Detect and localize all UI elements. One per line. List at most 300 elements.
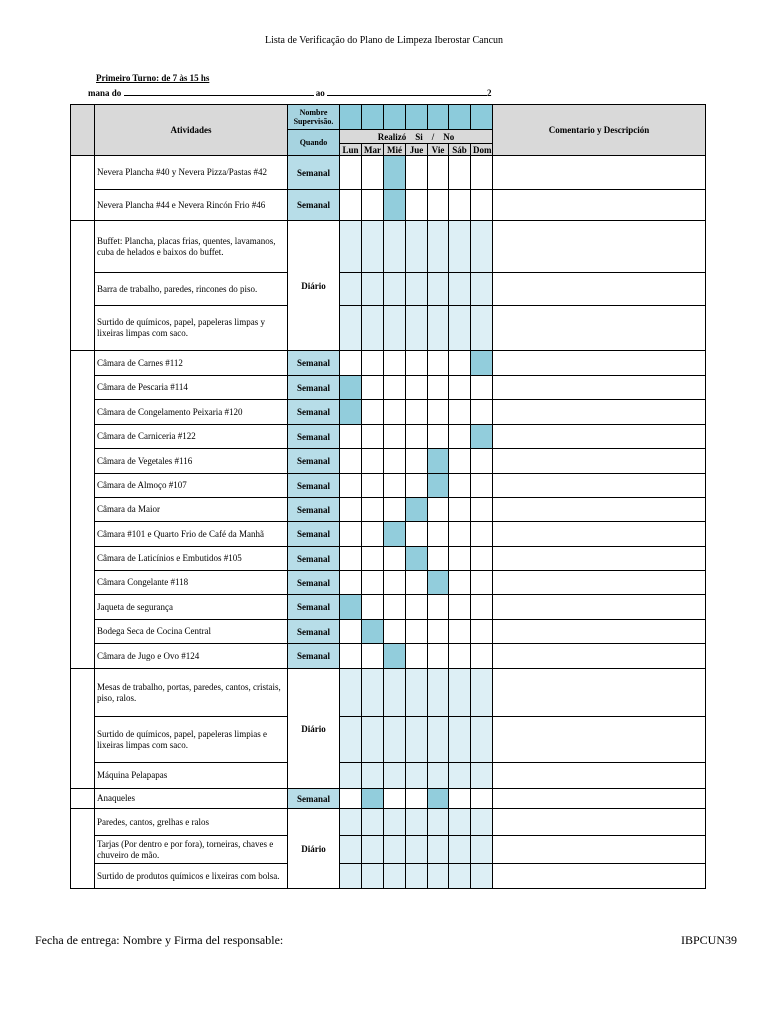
supervisor-cell-lun[interactable] — [340, 105, 362, 130]
frequency-daily: Diário — [288, 669, 340, 789]
activity-label: Câmara de Carnes #112 — [95, 351, 288, 376]
day-check-cell[interactable] — [428, 717, 449, 763]
day-check-cell[interactable] — [406, 809, 428, 836]
activity-label: Anaqueles — [95, 789, 288, 809]
supervisor-cell-sab[interactable] — [449, 105, 471, 130]
day-check-cell[interactable] — [406, 522, 428, 547]
day-check-cell[interactable] — [471, 156, 493, 190]
day-check-cell[interactable] — [471, 273, 493, 306]
day-check-cell[interactable] — [384, 273, 406, 306]
day-check-cell[interactable] — [362, 547, 384, 571]
day-check-cell[interactable] — [340, 522, 362, 547]
table-row — [71, 474, 706, 498]
activity-label: Nevera Plancha #40 y Nevera Pizza/Pastas #42 — [95, 156, 288, 190]
day-check-cell[interactable] — [384, 190, 406, 221]
comment-cell[interactable] — [493, 498, 706, 522]
day-check-cell[interactable] — [340, 789, 362, 809]
week-prefix: mana do — [88, 88, 122, 98]
day-check-cell[interactable] — [384, 669, 406, 717]
day-check-cell[interactable] — [362, 351, 384, 376]
day-check-cell[interactable] — [449, 717, 471, 763]
day-check-cell[interactable] — [340, 273, 362, 306]
day-check-cell[interactable] — [340, 836, 362, 864]
table-row — [71, 522, 706, 547]
activity-label: Câmara #101 e Quarto Frio de Café da Manhã — [95, 522, 288, 547]
day-check-cell[interactable] — [471, 864, 493, 889]
day-check-cell[interactable] — [362, 836, 384, 864]
day-check-cell[interactable] — [362, 789, 384, 809]
header-number — [71, 105, 95, 156]
frequency-weekly: Semanal — [288, 449, 340, 474]
table-row — [71, 669, 706, 717]
week-start-field[interactable] — [124, 87, 314, 96]
frequency-weekly: Semanal — [288, 156, 340, 190]
day-check-cell[interactable] — [428, 498, 449, 522]
day-check-cell[interactable] — [384, 717, 406, 763]
day-check-cell[interactable] — [340, 669, 362, 717]
day-check-cell[interactable] — [471, 351, 493, 376]
day-check-cell[interactable] — [362, 190, 384, 221]
activity-label: Câmara de Almoço #107 — [95, 474, 288, 498]
day-check-cell[interactable] — [340, 156, 362, 190]
frequency-daily: Diário — [288, 809, 340, 889]
activity-label: Câmara de Pescaria #114 — [95, 376, 288, 400]
day-check-cell[interactable] — [406, 156, 428, 190]
day-check-cell[interactable] — [384, 789, 406, 809]
day-check-cell[interactable] — [471, 522, 493, 547]
comment-cell[interactable] — [493, 620, 706, 644]
day-check-cell[interactable] — [362, 571, 384, 595]
day-check-cell[interactable] — [384, 644, 406, 669]
day-check-cell[interactable] — [406, 620, 428, 644]
day-check-cell[interactable] — [406, 571, 428, 595]
day-check-cell[interactable] — [384, 156, 406, 190]
day-check-cell[interactable] — [340, 306, 362, 351]
day-check-cell[interactable] — [384, 522, 406, 547]
comment-cell[interactable] — [493, 425, 706, 449]
day-check-cell[interactable] — [406, 864, 428, 889]
activity-label: Câmara de Laticínios e Embutidos #105 — [95, 547, 288, 571]
day-check-cell[interactable] — [384, 449, 406, 474]
day-check-cell[interactable] — [449, 809, 471, 836]
day-check-cell[interactable] — [340, 595, 362, 620]
comment-cell[interactable] — [493, 571, 706, 595]
day-check-cell[interactable] — [471, 190, 493, 221]
day-check-cell[interactable] — [340, 449, 362, 474]
supervisor-cell-vie[interactable] — [428, 105, 449, 130]
day-check-cell[interactable] — [340, 498, 362, 522]
comment-cell[interactable] — [493, 522, 706, 547]
activity-label: Buffet: Plancha, placas frias, quentes, lavamanos, cuba de helados e baixos do buffet. — [95, 221, 288, 273]
week-end-field[interactable] — [327, 87, 487, 96]
day-check-cell[interactable] — [362, 474, 384, 498]
day-check-cell[interactable] — [362, 156, 384, 190]
supervisor-cell-mar[interactable] — [362, 105, 384, 130]
day-check-cell[interactable] — [428, 376, 449, 400]
activity-label: Câmara de Jugo e Ovo #124 — [95, 644, 288, 669]
comment-cell[interactable] — [493, 306, 706, 351]
day-check-cell[interactable] — [449, 449, 471, 474]
header-day: Lun — [340, 144, 362, 156]
day-check-cell[interactable] — [471, 376, 493, 400]
day-check-cell[interactable] — [406, 474, 428, 498]
day-check-cell[interactable] — [406, 449, 428, 474]
document-title: Lista de Verificação do Plano de Limpeza Iberostar Cancun — [264, 35, 504, 46]
day-check-cell[interactable] — [471, 400, 493, 425]
day-check-cell[interactable] — [449, 376, 471, 400]
day-check-cell[interactable] — [471, 425, 493, 449]
day-check-cell[interactable] — [406, 717, 428, 763]
day-check-cell[interactable] — [449, 273, 471, 306]
comment-cell[interactable] — [493, 221, 706, 273]
activity-label: Barra de trabalho, paredes, rincones do piso. — [95, 273, 288, 306]
day-check-cell[interactable] — [384, 864, 406, 889]
day-check-cell[interactable] — [362, 717, 384, 763]
day-check-cell[interactable] — [428, 763, 449, 789]
day-check-cell[interactable] — [340, 644, 362, 669]
frequency-weekly: Semanal — [288, 351, 340, 376]
day-check-cell[interactable] — [428, 669, 449, 717]
day-check-cell[interactable] — [471, 306, 493, 351]
table-row — [71, 190, 706, 221]
table-row — [71, 717, 706, 763]
comment-cell[interactable] — [493, 190, 706, 221]
day-check-cell[interactable] — [471, 836, 493, 864]
comment-cell[interactable] — [493, 763, 706, 789]
day-check-cell[interactable] — [471, 474, 493, 498]
activity-label: Câmara de Carniceria #122 — [95, 425, 288, 449]
table-row — [71, 644, 706, 669]
day-check-cell[interactable] — [428, 644, 449, 669]
day-check-cell[interactable] — [340, 221, 362, 273]
day-check-cell[interactable] — [406, 669, 428, 717]
day-check-cell[interactable] — [449, 474, 471, 498]
week-mid: ao — [315, 88, 325, 98]
day-check-cell[interactable] — [384, 498, 406, 522]
day-check-cell[interactable] — [384, 620, 406, 644]
comment-cell[interactable] — [493, 474, 706, 498]
day-check-cell[interactable] — [406, 595, 428, 620]
day-check-cell[interactable] — [428, 351, 449, 376]
day-check-cell[interactable] — [428, 221, 449, 273]
activity-label: Máquina Pelapapas — [95, 763, 288, 789]
day-check-cell[interactable] — [449, 425, 471, 449]
day-check-cell[interactable] — [362, 595, 384, 620]
comment-cell[interactable] — [493, 789, 706, 809]
day-check-cell[interactable] — [406, 789, 428, 809]
activity-label: Mesas de trabalho, portas, paredes, cantos, cristais, piso, ralos. — [95, 669, 288, 717]
day-check-cell[interactable] — [449, 190, 471, 221]
frequency-weekly: Semanal — [288, 474, 340, 498]
day-check-cell[interactable] — [362, 864, 384, 889]
day-check-cell[interactable] — [428, 595, 449, 620]
week-line — [88, 87, 492, 98]
footer-delivery-label: Fecha de entrega: Nombre y Firma del responsable: — [35, 933, 284, 947]
day-check-cell[interactable] — [471, 498, 493, 522]
day-check-cell[interactable] — [362, 644, 384, 669]
activity-label: Câmara de Congelamento Peixaria #120 — [95, 400, 288, 425]
activity-label: Câmara de Vegetales #116 — [95, 449, 288, 474]
day-check-cell[interactable] — [362, 522, 384, 547]
header-day: Vie — [428, 144, 449, 156]
day-check-cell[interactable] — [449, 221, 471, 273]
frequency-weekly: Semanal — [288, 789, 340, 809]
frequency-weekly: Semanal — [288, 522, 340, 547]
day-check-cell[interactable] — [384, 809, 406, 836]
day-check-cell[interactable] — [384, 595, 406, 620]
day-check-cell[interactable] — [340, 547, 362, 571]
section-number-cell — [71, 351, 95, 669]
comment-cell[interactable] — [493, 400, 706, 425]
day-check-cell[interactable] — [471, 571, 493, 595]
table-row — [71, 273, 706, 306]
table-row — [71, 595, 706, 620]
frequency-weekly: Semanal — [288, 400, 340, 425]
frequency-weekly: Semanal — [288, 190, 340, 221]
comment-cell[interactable] — [493, 156, 706, 190]
comment-cell[interactable] — [493, 595, 706, 620]
day-check-cell[interactable] — [428, 620, 449, 644]
header-realized: Realizó Si / No — [340, 130, 493, 144]
day-check-cell[interactable] — [340, 809, 362, 836]
day-check-cell[interactable] — [449, 571, 471, 595]
day-check-cell[interactable] — [406, 351, 428, 376]
table-row — [71, 221, 706, 273]
comment-cell[interactable] — [493, 809, 706, 836]
table-row — [71, 571, 706, 595]
day-check-cell[interactable] — [362, 221, 384, 273]
day-check-cell[interactable] — [449, 789, 471, 809]
supervisor-cell-dom[interactable] — [471, 105, 493, 130]
day-check-cell[interactable] — [362, 425, 384, 449]
comment-cell[interactable] — [493, 273, 706, 306]
day-check-cell[interactable] — [449, 400, 471, 425]
day-check-cell[interactable] — [362, 400, 384, 425]
comment-cell[interactable] — [493, 836, 706, 864]
day-check-cell[interactable] — [428, 273, 449, 306]
header-day: Sáb — [449, 144, 471, 156]
day-check-cell[interactable] — [471, 809, 493, 836]
day-check-cell[interactable] — [428, 789, 449, 809]
day-check-cell[interactable] — [449, 620, 471, 644]
table-row — [71, 425, 706, 449]
day-check-cell[interactable] — [428, 400, 449, 425]
day-check-cell[interactable] — [449, 595, 471, 620]
table-row — [71, 763, 706, 789]
day-check-cell[interactable] — [471, 669, 493, 717]
header-day: Mar — [362, 144, 384, 156]
frequency-weekly: Semanal — [288, 425, 340, 449]
comment-cell[interactable] — [493, 669, 706, 717]
header-supervisor: Nombre Supervisão. — [288, 105, 340, 130]
day-check-cell[interactable] — [362, 620, 384, 644]
section-number-cell — [71, 669, 95, 789]
table-row — [71, 809, 706, 836]
comment-cell[interactable] — [493, 449, 706, 474]
day-check-cell[interactable] — [362, 273, 384, 306]
table-row — [71, 351, 706, 376]
frequency-weekly: Semanal — [288, 571, 340, 595]
table-row — [71, 400, 706, 425]
activity-label: Câmara Congelante #118 — [95, 571, 288, 595]
day-check-cell[interactable] — [449, 306, 471, 351]
comment-cell[interactable] — [493, 547, 706, 571]
day-check-cell[interactable] — [406, 306, 428, 351]
frequency-weekly: Semanal — [288, 620, 340, 644]
day-check-cell[interactable] — [406, 547, 428, 571]
comment-cell[interactable] — [493, 717, 706, 763]
day-check-cell[interactable] — [384, 571, 406, 595]
day-check-cell[interactable] — [449, 351, 471, 376]
frequency-weekly: Semanal — [288, 498, 340, 522]
table-row — [71, 156, 706, 190]
cleaning-checklist-table — [70, 104, 706, 889]
day-check-cell[interactable] — [340, 620, 362, 644]
frequency-weekly: Semanal — [288, 644, 340, 669]
day-check-cell[interactable] — [449, 836, 471, 864]
table-row — [71, 306, 706, 351]
table-row — [71, 498, 706, 522]
day-check-cell[interactable] — [384, 425, 406, 449]
day-check-cell[interactable] — [428, 156, 449, 190]
supervisor-cell-mie[interactable] — [384, 105, 406, 130]
day-check-cell[interactable] — [384, 763, 406, 789]
day-check-cell[interactable] — [340, 474, 362, 498]
activity-label: Surtido de químicos, papel, papeleras limpas y lixeiras limpas com saco. — [95, 306, 288, 351]
section-number-cell — [71, 789, 95, 809]
day-check-cell[interactable] — [428, 571, 449, 595]
day-check-cell[interactable] — [384, 306, 406, 351]
day-check-cell[interactable] — [428, 306, 449, 351]
day-check-cell[interactable] — [384, 836, 406, 864]
table-row — [71, 836, 706, 864]
table-row — [71, 620, 706, 644]
day-check-cell[interactable] — [449, 522, 471, 547]
header-day: Jue — [406, 144, 428, 156]
day-check-cell[interactable] — [449, 864, 471, 889]
day-check-cell[interactable] — [362, 669, 384, 717]
day-check-cell[interactable] — [340, 376, 362, 400]
day-check-cell[interactable] — [340, 763, 362, 789]
day-check-cell[interactable] — [406, 400, 428, 425]
day-check-cell[interactable] — [340, 864, 362, 889]
day-check-cell[interactable] — [406, 498, 428, 522]
frequency-daily: Diário — [288, 221, 340, 351]
day-check-cell[interactable] — [471, 620, 493, 644]
supervisor-cell-jue[interactable] — [406, 105, 428, 130]
day-check-cell[interactable] — [362, 809, 384, 836]
comment-cell[interactable] — [493, 644, 706, 669]
header-activities: Atividades — [95, 105, 288, 156]
header-day: Mié — [384, 144, 406, 156]
day-check-cell[interactable] — [384, 547, 406, 571]
day-check-cell[interactable] — [449, 644, 471, 669]
table-row — [71, 376, 706, 400]
day-check-cell[interactable] — [471, 644, 493, 669]
day-check-cell[interactable] — [384, 400, 406, 425]
day-check-cell[interactable] — [471, 449, 493, 474]
day-check-cell[interactable] — [384, 351, 406, 376]
day-check-cell[interactable] — [471, 717, 493, 763]
activity-label: Jaqueta de segurança — [95, 595, 288, 620]
day-check-cell[interactable] — [471, 789, 493, 809]
day-check-cell[interactable] — [340, 351, 362, 376]
day-check-cell[interactable] — [428, 809, 449, 836]
frequency-weekly: Semanal — [288, 547, 340, 571]
day-check-cell[interactable] — [449, 156, 471, 190]
day-check-cell[interactable] — [428, 864, 449, 889]
comment-cell[interactable] — [493, 351, 706, 376]
frequency-weekly: Semanal — [288, 376, 340, 400]
day-check-cell[interactable] — [362, 763, 384, 789]
activity-label: Tarjas (Por dentro e por fora), torneiras, chaves e chuveiro de mão. — [95, 836, 288, 864]
day-check-cell[interactable] — [406, 425, 428, 449]
table-row — [71, 864, 706, 889]
section-number-cell — [71, 156, 95, 221]
day-check-cell[interactable] — [449, 763, 471, 789]
day-check-cell[interactable] — [362, 306, 384, 351]
day-check-cell[interactable] — [384, 221, 406, 273]
day-check-cell[interactable] — [340, 425, 362, 449]
day-check-cell[interactable] — [449, 669, 471, 717]
day-check-cell[interactable] — [340, 400, 362, 425]
day-check-cell[interactable] — [406, 190, 428, 221]
table-row — [71, 789, 706, 809]
activity-label: Surtido de químicos, papel, papeleras limpias e lixeiras limpas com saco. — [95, 717, 288, 763]
day-check-cell[interactable] — [428, 190, 449, 221]
day-check-cell[interactable] — [428, 449, 449, 474]
header-day: Dom — [471, 144, 493, 156]
day-check-cell[interactable] — [340, 717, 362, 763]
day-check-cell[interactable] — [384, 376, 406, 400]
header-when: Quando — [288, 130, 340, 156]
day-check-cell[interactable] — [406, 836, 428, 864]
header-comment: Comentario y Descripción — [493, 105, 706, 156]
day-check-cell[interactable] — [428, 474, 449, 498]
day-check-cell[interactable] — [406, 763, 428, 789]
day-check-cell[interactable] — [406, 273, 428, 306]
day-check-cell[interactable] — [362, 376, 384, 400]
day-check-cell[interactable] — [362, 449, 384, 474]
activity-label: Nevera Plancha #44 e Nevera Rincón Frio #46 — [95, 190, 288, 221]
day-check-cell[interactable] — [428, 425, 449, 449]
day-check-cell[interactable] — [449, 547, 471, 571]
day-check-cell[interactable] — [449, 498, 471, 522]
day-check-cell[interactable] — [340, 190, 362, 221]
table-row — [71, 449, 706, 474]
section-number-cell — [71, 809, 95, 889]
footer-form-code: IBPCUN39 — [681, 933, 738, 947]
day-check-cell[interactable] — [471, 221, 493, 273]
table-row — [71, 547, 706, 571]
day-check-cell[interactable] — [428, 522, 449, 547]
day-check-cell[interactable] — [428, 547, 449, 571]
day-check-cell[interactable] — [406, 376, 428, 400]
day-check-cell[interactable] — [384, 474, 406, 498]
comment-cell[interactable] — [493, 376, 706, 400]
activity-label: Câmara da Maior — [95, 498, 288, 522]
day-check-cell[interactable] — [471, 763, 493, 789]
day-check-cell[interactable] — [471, 547, 493, 571]
day-check-cell[interactable] — [406, 644, 428, 669]
day-check-cell[interactable] — [471, 595, 493, 620]
day-check-cell[interactable] — [406, 221, 428, 273]
day-check-cell[interactable] — [340, 571, 362, 595]
activity-label: Paredes, cantos, grelhas e ralos — [95, 809, 288, 836]
day-check-cell[interactable] — [428, 836, 449, 864]
comment-cell[interactable] — [493, 864, 706, 889]
day-check-cell[interactable] — [362, 498, 384, 522]
